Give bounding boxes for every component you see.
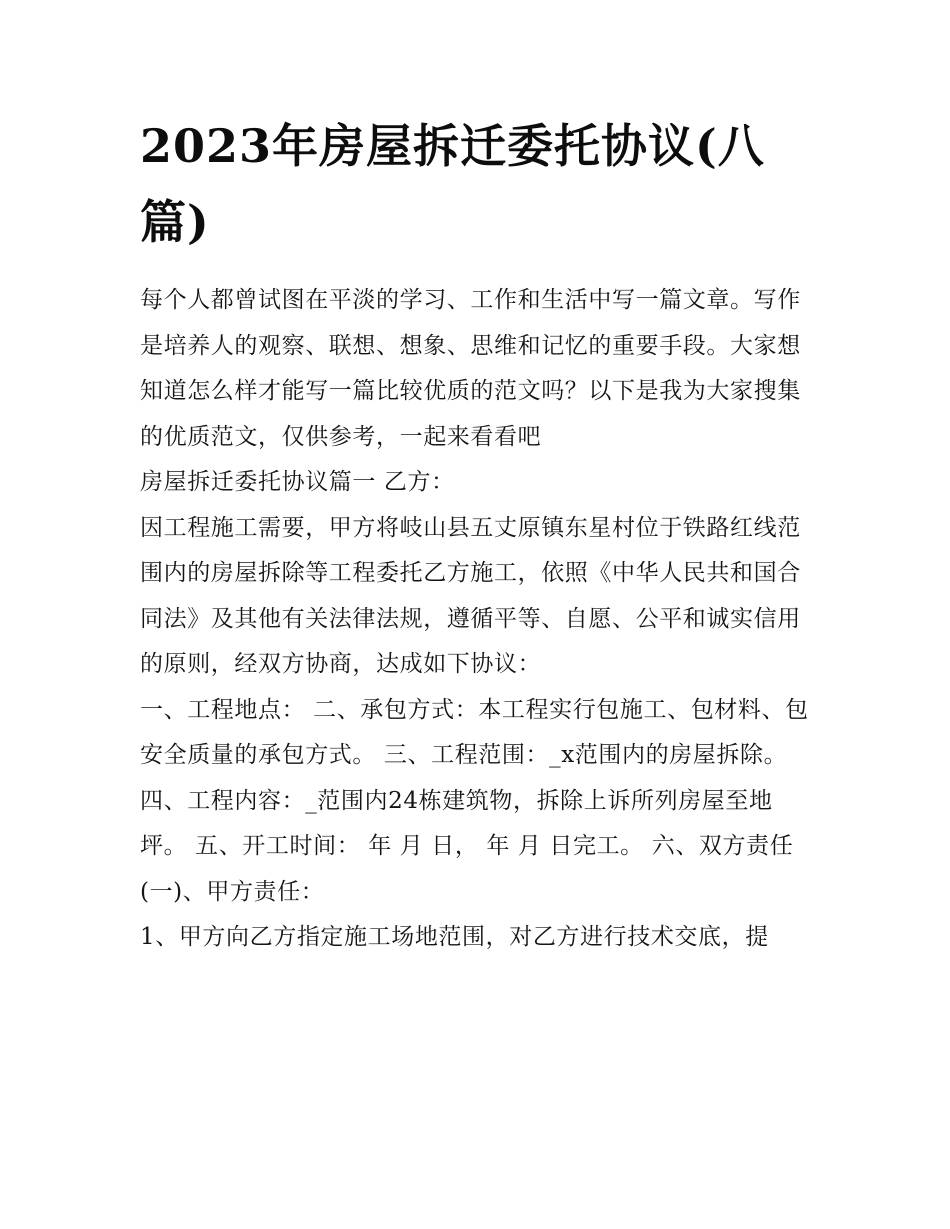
paragraph-clauses-1-3: 一、工程地点： 二、承包方式：本工程实行包施工、包材料、包安全质量的承包方式。 三、工程范围：_x范围内的房屋拆除。	[140, 696, 809, 768]
document-body	[140, 278, 812, 961]
paragraph-party-a-duty-1: 1、甲方向乙方指定施工场地范围，对乙方进行技术交底，提	[140, 924, 769, 950]
paragraph-purpose: 因工程施工需要，甲方将岐山县五丈原镇东星村位于铁路红线范围内的房屋拆除等工程委托乙方施工，依照《中华人民共和国合同法》及其他有关法律法规，遵循平等、自愿、公平和诚实信用的原则，经双方协商，达成如下协议：	[140, 514, 801, 677]
paragraph-intro: 每个人都曾试图在平淡的学习、工作和生活中写一篇文章。写作是培养人的观察、联想、想象、思维和记忆的重要手段。大家想知道怎么样才能写一篇比较优质的范文吗？以下是我为大家搜集的优质范文，仅供参考，一起来看看吧	[140, 287, 801, 450]
paragraph-clauses-4-6: 四、工程内容：_范围内24栋建筑物，拆除上诉所列房屋至地坪。 五、开工时间： 年 月 日， 年 月 日完工。 六、双方责任 (一)、甲方责任：	[140, 787, 802, 905]
paragraph-agreement-heading: 房屋拆迁委托协议篇一 乙方：	[140, 469, 455, 495]
document-title: 2023年房屋拆迁委托协议(八篇)	[140, 119, 765, 249]
